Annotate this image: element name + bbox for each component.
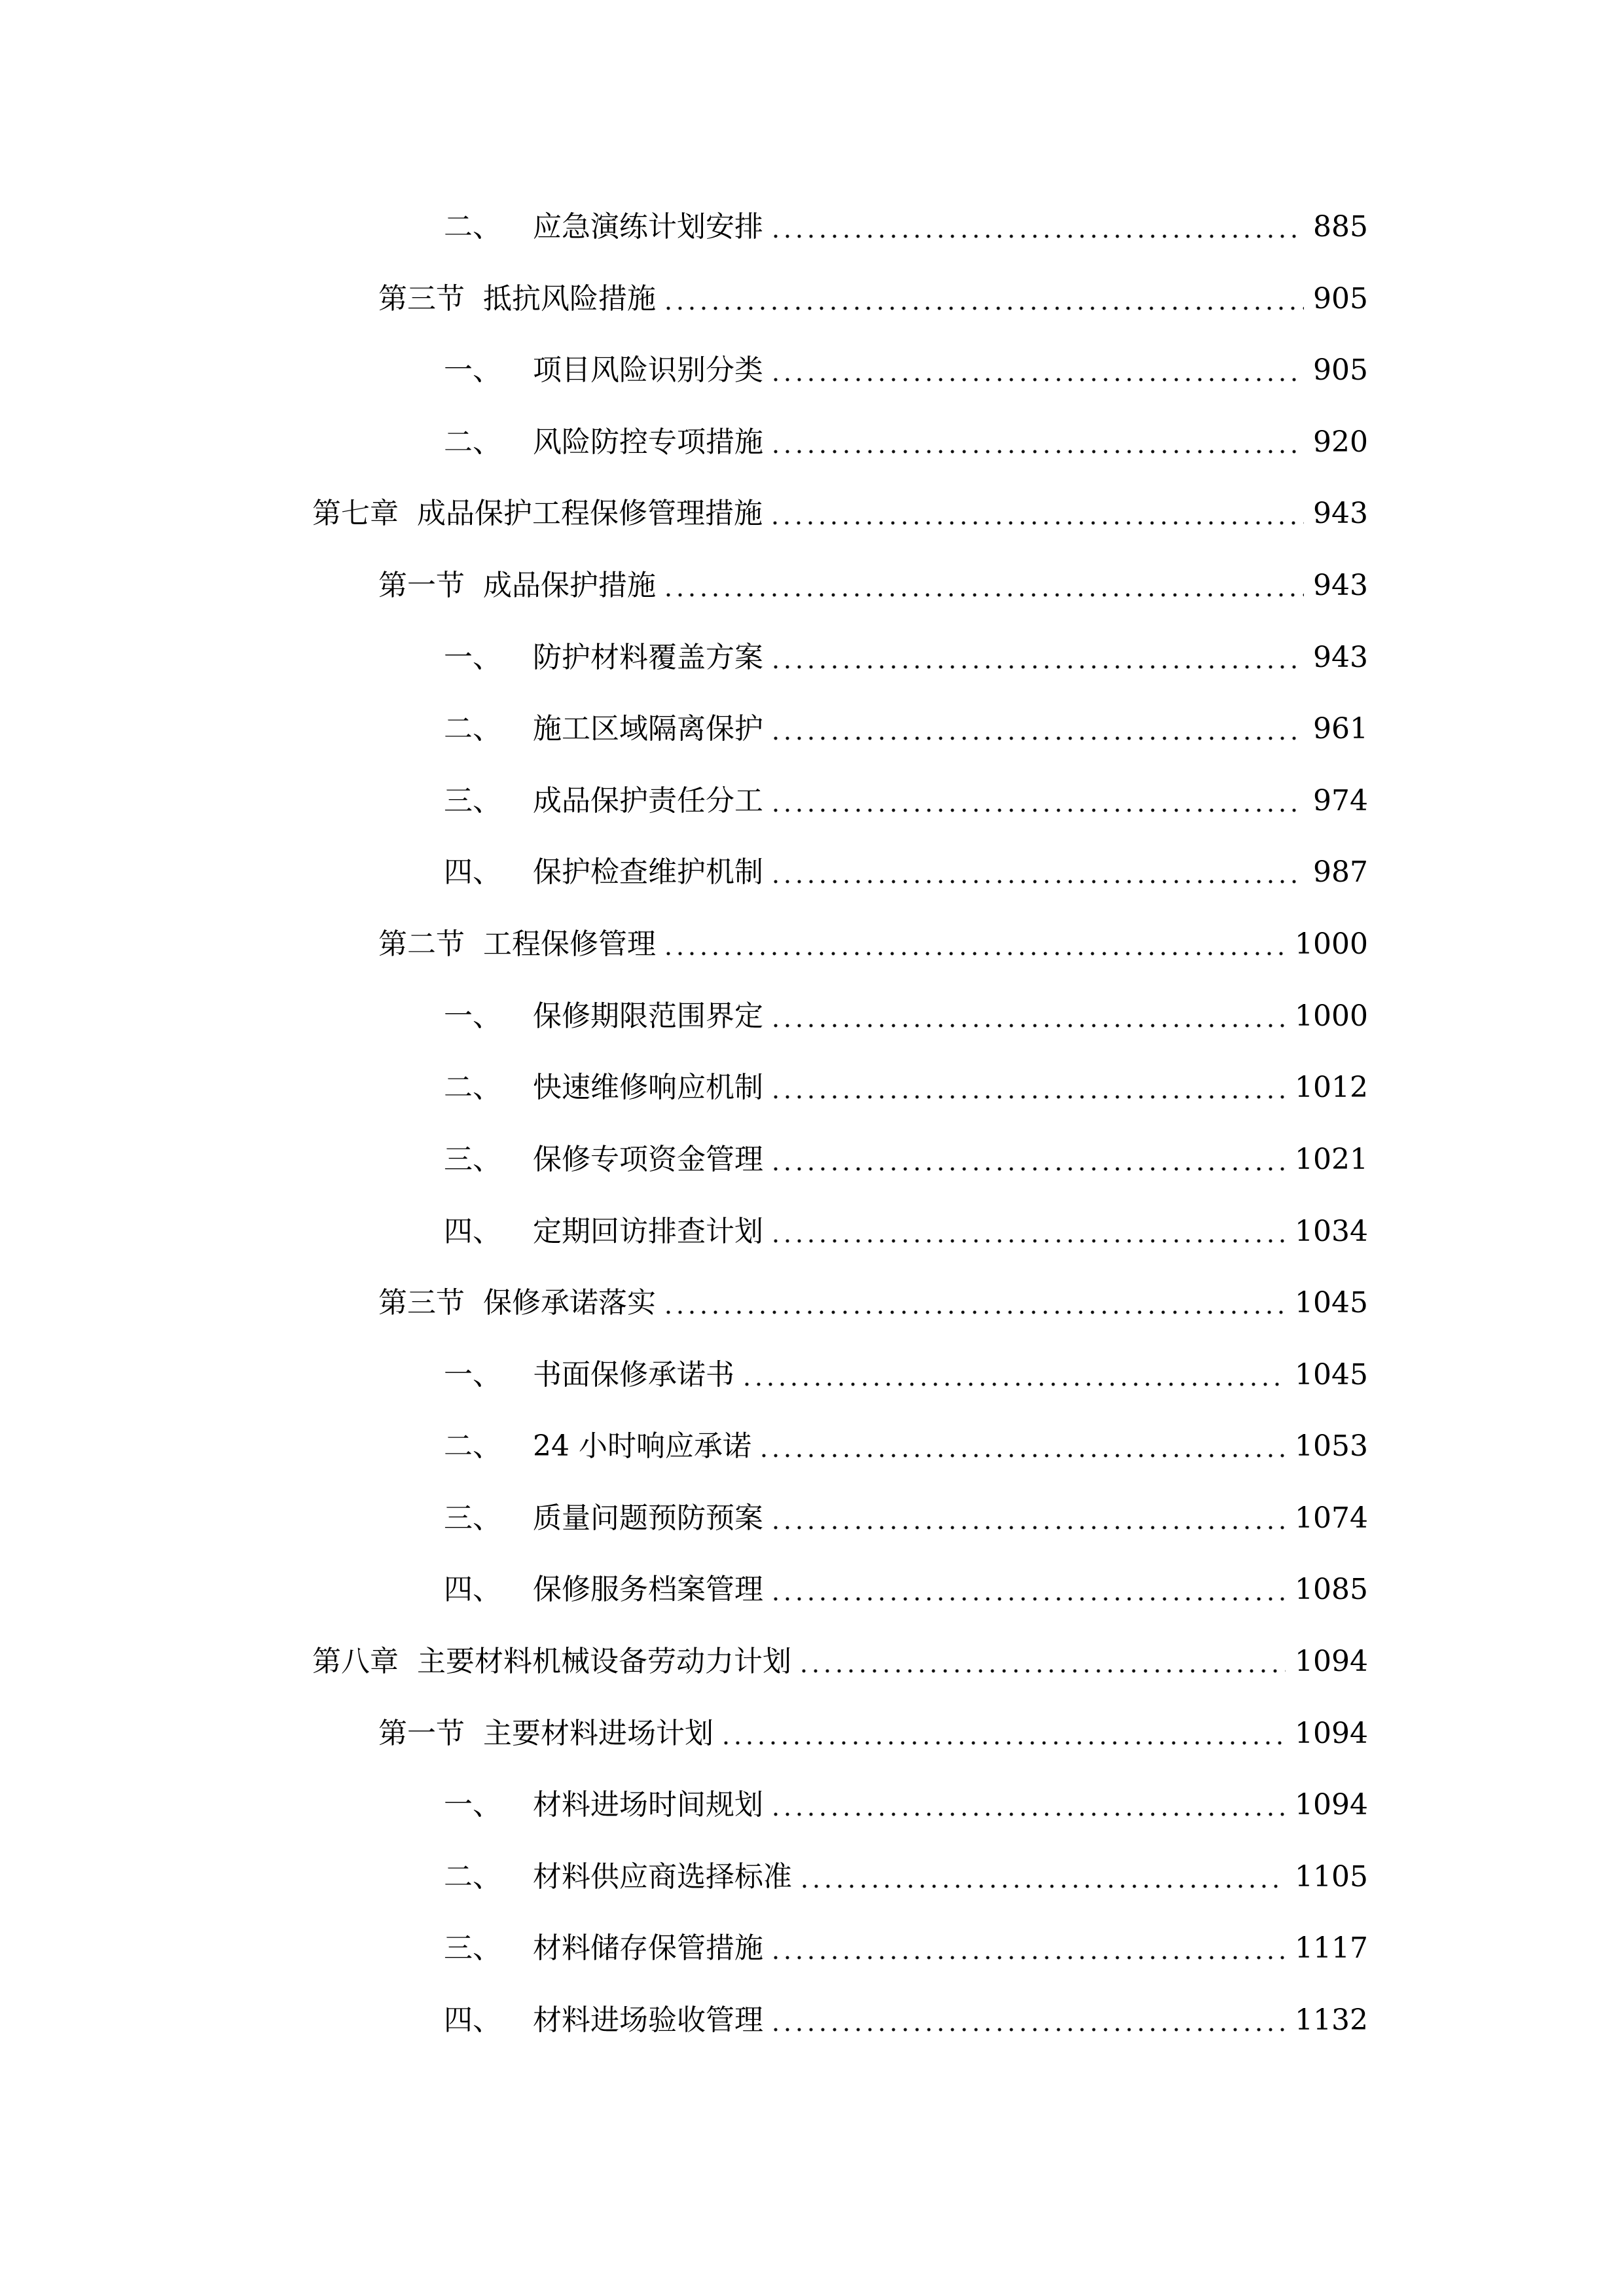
toc-entry-number: 第一节	[378, 1717, 465, 1750]
dot-leader	[770, 1167, 1286, 1171]
toc-entry-label	[378, 566, 656, 605]
toc-entry-page: 987	[1313, 855, 1368, 889]
dot-leader	[770, 234, 1304, 238]
toc-entry-label	[444, 1499, 763, 1538]
toc-entry-page: 1085	[1295, 1573, 1368, 1606]
toc-entry[interactable]	[444, 1199, 1368, 1251]
dot-leader	[741, 1382, 1286, 1386]
toc-entry[interactable]	[444, 1844, 1368, 1897]
toc-entry-title: 书面保修承诺书	[533, 1358, 734, 1391]
toc-entry-label	[444, 1857, 792, 1897]
toc-entry[interactable]	[444, 1055, 1368, 1107]
dot-leader	[770, 2028, 1286, 2032]
toc-entry-title: 工程保修管理	[483, 927, 656, 961]
toc-entry-label	[444, 351, 763, 390]
dot-leader	[758, 1454, 1286, 1458]
toc-entry[interactable]	[444, 1772, 1368, 1825]
toc-entry-title: 保修服务档案管理	[533, 1573, 763, 1606]
toc-entry-page: 1074	[1295, 1501, 1368, 1535]
dot-leader	[770, 450, 1304, 454]
toc-entry-label	[444, 423, 763, 462]
dot-leader	[770, 378, 1304, 382]
toc-entry[interactable]	[444, 984, 1368, 1036]
toc-entry[interactable]	[444, 410, 1368, 462]
toc-entry[interactable]	[378, 1701, 1368, 1753]
toc-entry-title: 保修专项资金管理	[533, 1143, 763, 1176]
toc-entry-page: 943	[1313, 641, 1368, 674]
toc-entry-number: 第二节	[378, 927, 465, 961]
dot-leader	[662, 1310, 1286, 1314]
toc-entry-number: 一、	[444, 1788, 501, 1821]
toc-entry-title: 保护检查维护机制	[533, 855, 763, 889]
toc-entry-page: 1053	[1295, 1429, 1368, 1463]
toc-entry-page: 943	[1313, 569, 1368, 602]
toc-entry-number: 三、	[444, 1143, 501, 1176]
toc-entry-page: 1045	[1295, 1358, 1368, 1391]
dot-leader	[770, 1095, 1286, 1099]
toc-entry-title: 材料供应商选择标准	[533, 1860, 792, 1893]
toc-entry-number: 三、	[444, 1501, 501, 1535]
toc-entry-label	[444, 1785, 763, 1825]
toc-entry-page: 943	[1313, 497, 1368, 530]
toc-entry-title: 应急演练计划安排	[533, 210, 763, 243]
toc-entry-title: 定期回访排查计划	[533, 1215, 763, 1248]
toc-entry[interactable]	[444, 338, 1368, 390]
toc-entry-label	[444, 2001, 763, 2040]
toc-entry-number: 第八章	[312, 1645, 399, 1678]
toc-entry[interactable]	[312, 1629, 1368, 1681]
toc-entry-title: 材料进场时间规划	[533, 1788, 763, 1821]
toc-entry-page: 1094	[1295, 1717, 1368, 1750]
toc-entry-label	[378, 1714, 713, 1753]
toc-entry-label	[312, 1642, 791, 1681]
toc-entry-number: 二、	[444, 1071, 501, 1104]
toc-entry[interactable]	[444, 1557, 1368, 1609]
dot-leader	[662, 306, 1304, 310]
toc-entry-page: 1117	[1295, 1931, 1368, 1965]
toc-entry-title: 质量问题预防预案	[533, 1501, 763, 1535]
toc-entry-title: 材料进场验收管理	[533, 2003, 763, 2037]
dot-leader	[770, 808, 1304, 812]
toc-entry-page: 974	[1313, 784, 1368, 817]
dot-leader	[770, 736, 1304, 740]
toc-entry-number: 第七章	[312, 497, 399, 530]
toc-entry[interactable]	[378, 1270, 1368, 1323]
toc-entry-number: 二、	[444, 1860, 501, 1893]
toc-entry-number: 第三节	[378, 1286, 465, 1319]
toc-entry-number: 第一节	[378, 569, 465, 602]
toc-entry[interactable]	[444, 696, 1368, 749]
dot-leader	[798, 1669, 1286, 1673]
toc-entry-page: 1021	[1295, 1143, 1368, 1176]
toc-entry-number: 二、	[444, 210, 501, 243]
toc-entry[interactable]	[444, 768, 1368, 821]
toc-entry-title: 施工区域隔离保护	[533, 712, 763, 745]
toc-entry[interactable]	[444, 1988, 1368, 2040]
toc-entry-title: 成品保护工程保修管理措施	[417, 497, 763, 530]
toc-entry-number: 一、	[444, 641, 501, 674]
toc-entry-label	[444, 853, 763, 892]
toc-entry[interactable]	[444, 625, 1368, 677]
toc-entry-page: 961	[1313, 712, 1368, 745]
toc-entry[interactable]	[378, 553, 1368, 605]
toc-entry-label	[444, 638, 763, 677]
toc-entry-title: 材料储存保管措施	[533, 1931, 763, 1965]
toc-entry[interactable]	[444, 1414, 1368, 1466]
dot-leader	[720, 1741, 1286, 1745]
dot-leader	[770, 1597, 1286, 1601]
toc-entry[interactable]	[444, 1342, 1368, 1395]
toc-entry-number: 三、	[444, 1931, 501, 1965]
toc-entry-title: 24 小时响应承诺	[533, 1429, 751, 1463]
toc-entry-number: 一、	[444, 999, 501, 1033]
toc-entry[interactable]	[444, 1916, 1368, 1968]
toc-entry-label	[378, 1283, 656, 1323]
toc-entry-page: 1045	[1295, 1286, 1368, 1319]
dot-leader	[770, 1239, 1286, 1243]
toc-entry-number: 一、	[444, 1358, 501, 1391]
toc-entry-title: 成品保护责任分工	[533, 784, 763, 817]
toc-entry-label	[444, 1068, 763, 1107]
toc-entry-label	[444, 1929, 763, 1968]
toc-entry-page: 1132	[1295, 2003, 1368, 2037]
toc-entry-number: 四、	[444, 1573, 501, 1606]
toc-entry-label	[444, 1427, 751, 1466]
toc-entry-title: 保修承诺落实	[483, 1286, 656, 1319]
toc-entry-page: 1094	[1295, 1645, 1368, 1678]
toc-entry-label	[378, 279, 656, 319]
toc-entry-title: 主要材料进场计划	[483, 1717, 713, 1750]
toc-entry-title: 快速维修响应机制	[533, 1071, 763, 1104]
toc-entry-page: 1105	[1295, 1860, 1368, 1893]
toc-entry-number: 四、	[444, 855, 501, 889]
dot-leader	[770, 1812, 1286, 1816]
toc-entry-title: 项目风险识别分类	[533, 353, 763, 387]
toc-entry-page: 1012	[1295, 1071, 1368, 1104]
toc-entry-label	[444, 207, 763, 247]
toc-entry[interactable]	[312, 481, 1368, 533]
dot-leader	[770, 1024, 1286, 1028]
toc-entry-page: 1000	[1295, 999, 1368, 1033]
dot-leader	[662, 952, 1286, 956]
toc-entry-number: 二、	[444, 712, 501, 745]
toc-entry-number: 第三节	[378, 282, 465, 315]
toc-entry-label	[378, 925, 656, 964]
toc-entry-label	[444, 1140, 763, 1179]
dot-leader	[770, 880, 1304, 884]
toc-entry[interactable]	[444, 1127, 1368, 1179]
toc-entry-page: 920	[1313, 425, 1368, 459]
toc-entry-title: 保修期限范围界定	[533, 999, 763, 1033]
dot-leader	[769, 521, 1304, 525]
toc-entry-number: 二、	[444, 1429, 501, 1463]
dot-leader	[770, 1526, 1286, 1530]
toc-entry-number: 四、	[444, 1215, 501, 1248]
toc-entry-label	[444, 1212, 763, 1251]
toc-entry-page: 905	[1313, 353, 1368, 387]
toc-entry-page: 905	[1313, 282, 1368, 315]
toc-entry[interactable]	[378, 266, 1368, 319]
toc-entry-title: 抵抗风险措施	[483, 282, 656, 315]
toc-entry-number: 二、	[444, 425, 501, 459]
toc-entry-label	[444, 1355, 734, 1395]
toc-entry-page: 1094	[1295, 1788, 1368, 1821]
toc-entry-label	[444, 997, 763, 1036]
toc-entry[interactable]	[444, 1486, 1368, 1538]
toc-entry-label	[444, 781, 763, 821]
dot-leader	[770, 1956, 1286, 1960]
toc-entry-title: 成品保护措施	[483, 569, 656, 602]
dot-leader	[799, 1884, 1286, 1888]
dot-leader	[770, 665, 1304, 669]
toc-entry-number: 四、	[444, 2003, 501, 2037]
toc-entry-number: 一、	[444, 353, 501, 387]
toc-entry-page: 885	[1313, 210, 1368, 243]
toc-entry-title: 风险防控专项措施	[533, 425, 763, 459]
toc-entry-number: 三、	[444, 784, 501, 817]
toc-entry[interactable]	[444, 840, 1368, 892]
toc-entry-label	[312, 494, 763, 533]
toc-entry-page: 1000	[1295, 927, 1368, 961]
toc-entry-page: 1034	[1295, 1215, 1368, 1248]
toc-entry-title: 主要材料机械设备劳动力计划	[417, 1645, 791, 1678]
toc-entry-label	[444, 709, 763, 749]
dot-leader	[662, 593, 1304, 597]
toc-entry[interactable]	[378, 912, 1368, 964]
toc-entry-label	[444, 1570, 763, 1609]
toc-entry-title: 防护材料覆盖方案	[533, 641, 763, 674]
toc-entry[interactable]	[444, 194, 1368, 247]
